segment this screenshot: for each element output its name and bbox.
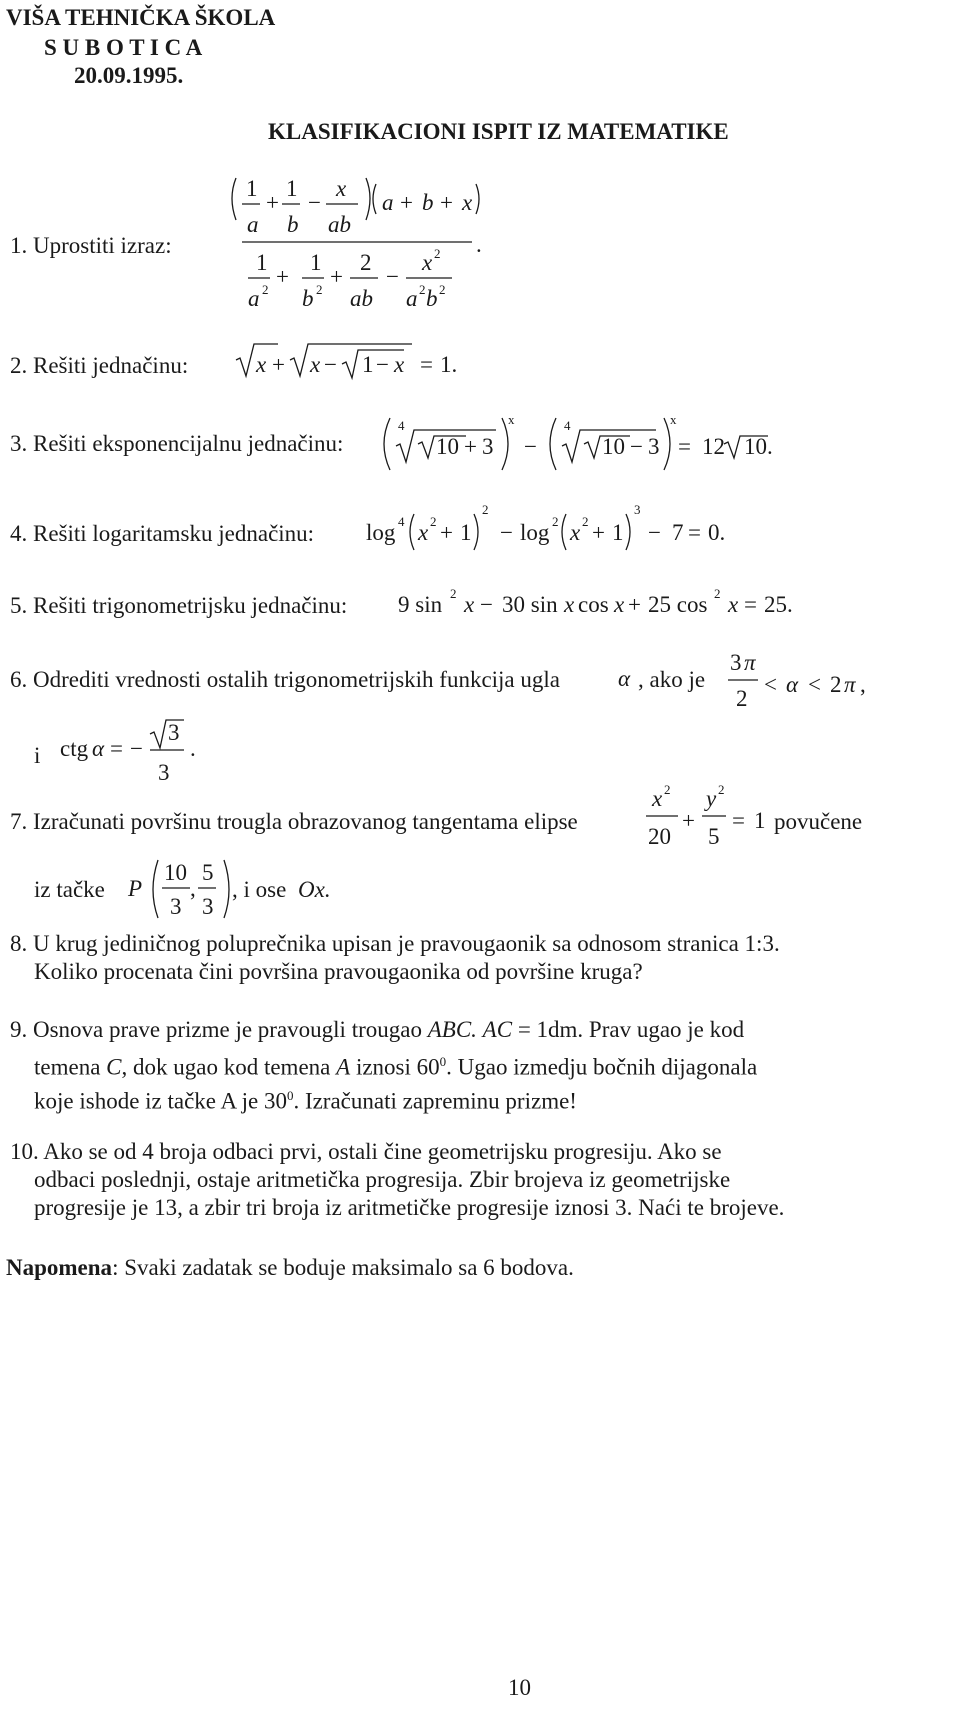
svg-text:a: a: [247, 212, 259, 237]
svg-text:a: a: [382, 190, 394, 215]
svg-text:2: 2: [830, 672, 842, 697]
svg-text:+: +: [682, 808, 695, 833]
svg-text:<: <: [808, 672, 821, 697]
svg-text:x: x: [728, 592, 739, 617]
svg-text:α: α: [786, 672, 799, 697]
svg-text:b: b: [302, 286, 314, 311]
svg-text:=: =: [678, 434, 691, 459]
svg-text:2: 2: [439, 282, 446, 297]
svg-text:cos: cos: [578, 592, 609, 617]
svg-text:+: +: [464, 434, 477, 459]
svg-text:x: x: [614, 592, 625, 617]
svg-text:,: ,: [190, 876, 196, 901]
svg-text:3: 3: [158, 760, 170, 785]
problem-6-line-1: 6. Odrediti vrednosti ostalih trigonometrijskih funkcija ugla: [10, 667, 560, 692]
problem-7-line-2: iz tačke: [34, 877, 105, 902]
svg-text:3: 3: [730, 650, 742, 675]
svg-text:1: 1: [286, 176, 298, 201]
svg-text:2: 2: [718, 782, 725, 797]
page-title: KLASIFIKACIONI ISPIT IZ MATEMATIKE: [268, 119, 729, 144]
svg-text:5: 5: [708, 824, 720, 849]
problem-6-line-2: i: [34, 743, 41, 768]
school-name: VIŠA TEHNIČKA ŠKOLA: [6, 5, 276, 30]
svg-text:2: 2: [736, 686, 748, 711]
svg-text:x: x: [418, 520, 429, 545]
problem-10-line-3: progresije je 13, a zbir tri broja iz aritmetičke progresije iznosi 3. Naći te brojeve.: [34, 1195, 785, 1220]
svg-text:=: =: [688, 520, 701, 545]
svg-text:π: π: [744, 650, 756, 675]
svg-text:4: 4: [398, 418, 405, 433]
problem-7-line-1: 7. Izračunati površinu trougla obrazovanog tangentama elipse: [10, 809, 578, 834]
svg-text:−: −: [376, 352, 389, 377]
problem-1-label: 1. Uprostiti izraz:: [10, 233, 172, 258]
svg-text:3: 3: [634, 502, 641, 517]
svg-text:2: 2: [552, 514, 559, 529]
svg-text:=: =: [420, 352, 433, 377]
problem-4-label: 4. Rešiti logaritamsku jednačinu:: [10, 521, 315, 546]
svg-text:b: b: [422, 190, 434, 215]
svg-text:2: 2: [419, 282, 426, 297]
svg-text:1: 1: [256, 250, 268, 275]
svg-text:P: P: [128, 876, 143, 901]
school-city: S U B O T I C A: [44, 35, 203, 60]
svg-text:1.: 1.: [440, 352, 458, 377]
svg-text:x: x: [570, 520, 581, 545]
svg-text:+: +: [440, 190, 453, 215]
svg-text:x: x: [256, 352, 267, 377]
svg-text:10: 10: [164, 860, 187, 885]
svg-text:−: −: [500, 520, 513, 545]
svg-text:2: 2: [316, 282, 323, 297]
svg-text:+: +: [592, 520, 605, 545]
problem-9-line-2: temena C, dok ugao kod temena A iznosi $60^0$. Ugao izmedju bočnih dijagonala: [34, 1054, 758, 1080]
svg-text:30 sin: 30 sin: [502, 592, 558, 617]
svg-text:x: x: [652, 786, 663, 811]
svg-text:x: x: [336, 176, 347, 201]
svg-text:10: 10: [602, 434, 625, 459]
svg-text:=: =: [744, 592, 757, 617]
problem-8-line-1: 8. U krug jediničnog poluprečnika upisan je pravougaonik sa odnosom stranica 1:3.: [10, 931, 780, 956]
svg-text:2: 2: [582, 514, 589, 529]
svg-text:ab: ab: [328, 212, 351, 237]
svg-text:20: 20: [648, 824, 671, 849]
svg-text:3: 3: [170, 894, 182, 919]
svg-text:−: −: [630, 434, 643, 459]
svg-text:log: log: [366, 520, 396, 545]
svg-text:x: x: [508, 412, 515, 427]
svg-text:−: −: [648, 520, 661, 545]
svg-text:a: a: [248, 286, 260, 311]
svg-text:.: .: [190, 736, 196, 761]
svg-text:ctg: ctg: [60, 736, 89, 761]
problem-9-line-3: koje ishode iz tačke A je $30^0$. Izračunati zapreminu prizme!: [34, 1088, 577, 1114]
problem-2-label: 2. Rešiti jednačinu:: [10, 353, 189, 378]
svg-text:12: 12: [702, 434, 725, 459]
svg-text:.: .: [476, 232, 482, 257]
svg-text:+: +: [276, 264, 289, 289]
svg-text:log: log: [520, 520, 550, 545]
svg-text:x: x: [422, 250, 433, 275]
svg-text:=: =: [732, 808, 745, 833]
svg-text:+: +: [272, 352, 285, 377]
svg-text:1: 1: [310, 250, 322, 275]
svg-text:−: −: [480, 592, 493, 617]
svg-text:−: −: [308, 190, 321, 215]
svg-text:2: 2: [262, 282, 269, 297]
problem-7-axis-text: , i ose: [232, 877, 287, 902]
svg-text:1: 1: [246, 176, 258, 201]
svg-text:1: 1: [362, 352, 374, 377]
svg-text:x: x: [670, 412, 677, 427]
svg-text:<: <: [764, 672, 777, 697]
svg-text:−: −: [386, 264, 399, 289]
svg-text:25 cos: 25 cos: [648, 592, 708, 617]
svg-text:1: 1: [460, 520, 472, 545]
problem-6-ctg: [60, 714, 220, 794]
problem-7-point: [128, 852, 238, 928]
svg-text:2: 2: [430, 514, 437, 529]
svg-text:,: ,: [860, 672, 866, 697]
problem-1-expression: [226, 172, 496, 322]
svg-text:a: a: [406, 286, 418, 311]
svg-text:−: −: [324, 352, 337, 377]
problem-9-line-1: 9. Osnova prave prizme je pravougli trougao ABC. AC = 1dm. Prav ugao je kod: [10, 1017, 745, 1042]
svg-text:2: 2: [434, 246, 441, 261]
svg-text:1: 1: [754, 808, 766, 833]
note: [6, 1254, 574, 1281]
svg-text:7: 7: [672, 520, 684, 545]
problem-5-equation: [398, 580, 818, 620]
svg-text:+: +: [400, 190, 413, 215]
svg-text:4: 4: [564, 418, 571, 433]
svg-text:π: π: [844, 672, 856, 697]
problem-7-axis: Ox.: [298, 877, 331, 902]
svg-text:α: α: [92, 736, 105, 761]
problem-6-interval: [726, 640, 926, 720]
problem-6-condition-label: , ako je: [638, 667, 706, 692]
problem-2-equation: [234, 340, 474, 384]
svg-text:2: 2: [360, 250, 372, 275]
problem-3-label: 3. Rešiti eksponencijalnu jednačinu:: [10, 431, 344, 456]
svg-text:10: 10: [436, 434, 459, 459]
svg-text:=: =: [110, 736, 123, 761]
svg-text:2: 2: [482, 502, 489, 517]
svg-text:25.: 25.: [764, 592, 793, 617]
svg-text:ab: ab: [350, 286, 373, 311]
svg-text:10.: 10.: [744, 434, 773, 459]
svg-text:−: −: [130, 736, 143, 761]
svg-text:3: 3: [648, 434, 660, 459]
page-number: 10: [508, 1675, 531, 1700]
svg-text:b: b: [287, 212, 299, 237]
svg-text:3: 3: [202, 894, 214, 919]
svg-text:5: 5: [202, 860, 214, 885]
problem-7-ellipse: [644, 782, 784, 858]
svg-text:x: x: [464, 592, 475, 617]
svg-text:+: +: [266, 190, 279, 215]
problem-4-equation: [366, 500, 766, 560]
note-label: Napomena: [6, 1255, 113, 1280]
svg-text:3: 3: [168, 720, 180, 745]
svg-text:3: 3: [482, 434, 494, 459]
svg-text:0.: 0.: [708, 520, 726, 545]
problem-7-povucene: povučene: [774, 809, 863, 834]
problem-10-line-2: odbaci poslednji, ostaje aritmetička progresija. Zbir brojeva iz geometrijske: [34, 1167, 731, 1192]
svg-text:2: 2: [714, 586, 721, 601]
problem-3-equation: [376, 410, 796, 480]
problem-8-line-2: Koliko procenata čini površina pravougaonika od površine kruga?: [34, 959, 643, 984]
svg-text:α: α: [618, 666, 631, 691]
svg-text:+: +: [440, 520, 453, 545]
svg-text:+: +: [330, 264, 343, 289]
svg-text:2: 2: [664, 782, 671, 797]
svg-text:y: y: [706, 786, 717, 811]
problem-10-line-1: 10. Ako se od 4 broja odbaci prvi, ostali čine geometrijsku progresiju. Ako se: [10, 1139, 722, 1164]
svg-text:4: 4: [398, 514, 405, 529]
exam-date: 20.09.1995.: [74, 63, 184, 88]
svg-text:+: +: [628, 592, 641, 617]
svg-text:−: −: [524, 434, 537, 459]
problem-5-label: 5. Rešiti trigonometrijsku jednačinu:: [10, 593, 348, 618]
svg-text:x: x: [564, 592, 575, 617]
svg-text:1: 1: [612, 520, 624, 545]
svg-text:x: x: [394, 352, 405, 377]
svg-text:2: 2: [450, 586, 457, 601]
svg-text:9 sin: 9 sin: [398, 592, 443, 617]
svg-text:x: x: [310, 352, 321, 377]
svg-text:x: x: [462, 190, 473, 215]
note-text: : Svaki zadatak se boduje maksimalo sa 6 bodova.: [112, 1255, 574, 1280]
svg-text:b: b: [426, 286, 438, 311]
